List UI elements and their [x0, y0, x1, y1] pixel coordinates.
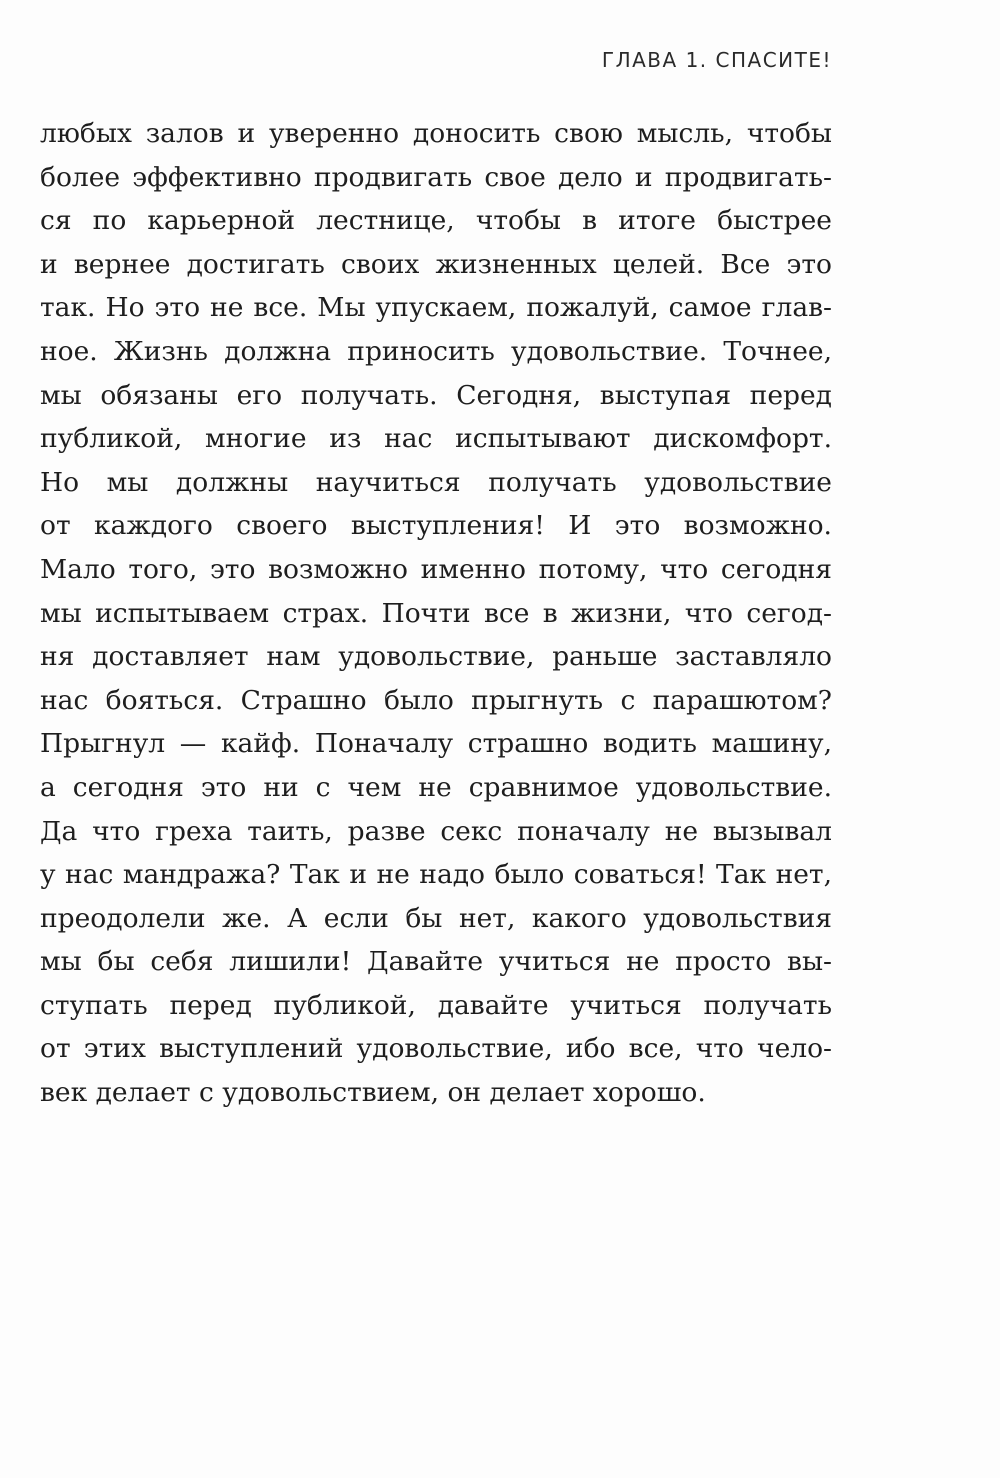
text-line: преодолели же. А если бы нет, какого удовольствия [40, 902, 832, 934]
text-line: ся по карьерной лестнице, чтобы в итоге быстрее [40, 205, 832, 237]
text-line: и вернее достигать своих жизненных целей. Все это [40, 248, 832, 280]
text-line: мы обязаны его получать. Сегодня, выступая перед [40, 379, 832, 411]
text-line: Да что греха таить, разве секс поначалу не вызывал [40, 815, 832, 847]
body-paragraph [40, 112, 832, 1115]
text-line: от этих выступлений удовольствие, ибо все, что чело- [40, 1033, 832, 1065]
text-line: ное. Жизнь должна приносить удовольствие. Точнее, [40, 335, 832, 367]
text-line-last: век делает с удовольствием, он делает хорошо. [40, 1077, 706, 1109]
text-line: у нас мандража? Так и не надо было соваться! Так нет, [40, 859, 832, 891]
text-line: а сегодня это ни с чем не сравнимое удовольствие. [40, 771, 832, 803]
text-line: Прыгнул — кайф. Поначалу страшно водить машину, [40, 728, 832, 760]
text-line: мы испытываем страх. Почти все в жизни, что сегод- [40, 597, 832, 629]
text-line: нас бояться. Страшно было прыгнуть с парашютом? [40, 684, 832, 716]
text-line: публикой, многие из нас испытывают дискомфорт. [40, 423, 832, 455]
text-line: любых залов и уверенно доносить свою мысль, чтобы [40, 118, 832, 149]
text-line: Но мы должны научиться получать удовольствие [40, 466, 832, 498]
running-header: ГЛАВА 1. СПАСИТЕ! [601, 48, 832, 72]
text-line: Мало того, это возможно именно потому, что сегодня [40, 553, 832, 585]
text-line: от каждого своего выступления! И это возможно. [40, 510, 832, 542]
text-line: ступать перед публикой, давайте учиться получать [40, 989, 832, 1021]
text-line: более эффективно продвигать свое дело и продвигать- [40, 161, 832, 193]
text-line: мы бы себя лишили! Давайте учиться не просто вы- [40, 946, 832, 978]
text-line: так. Но это не все. Мы упускаем, пожалуй, самое глав- [40, 292, 832, 324]
text-line: ня доставляет нам удовольствие, раньше заставляло [40, 641, 832, 673]
